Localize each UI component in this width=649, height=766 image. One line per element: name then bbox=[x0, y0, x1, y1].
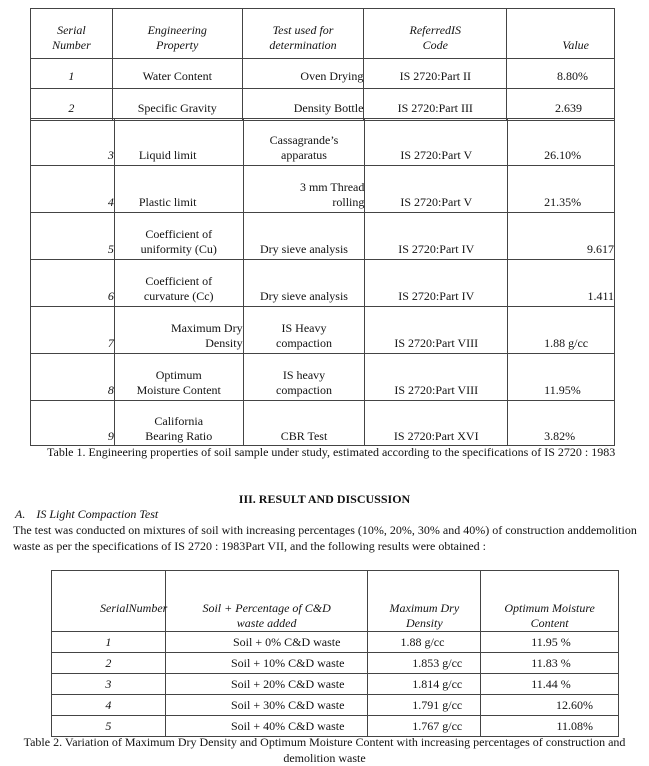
header-referred-code: ReferredIS Code bbox=[364, 9, 507, 59]
header-engineering-property: Engineering Property bbox=[112, 9, 242, 59]
engineering-properties-table-lower bbox=[30, 118, 615, 446]
subsection-letter: A. bbox=[15, 507, 26, 521]
engineering-properties-table bbox=[30, 8, 615, 121]
table-row: 8 Optimum Moisture Content IS heavy compaction IS 2720:Part VIII 11.95% bbox=[31, 354, 615, 401]
paragraph-line: waste as per the specifications of IS 2720 : 1983Part VII, and the following results were obtained : bbox=[13, 539, 486, 553]
table-row: 7 Maximum Dry Density IS Heavy compaction IS 2720:Part VIII 1.88 g/cc bbox=[31, 307, 615, 354]
header-test-used: Test used for determination bbox=[242, 9, 364, 59]
header-serial-number: SerialNumber bbox=[52, 571, 166, 632]
table-row: 2 Soil + 10% C&D waste 1.853 g/cc 11.83 % bbox=[52, 653, 619, 674]
table-row: 3 Liquid limit Cassagrande’s apparatus IS 2720:Part V 26.10% bbox=[31, 119, 615, 166]
table-row: 4 Plastic limit 3 mm Thread rolling IS 2720:Part V 21.35% bbox=[31, 166, 615, 213]
body-paragraph bbox=[13, 522, 637, 554]
subsection-heading bbox=[15, 507, 158, 522]
header-optimum-moisture: Optimum Moisture Content bbox=[481, 571, 619, 632]
header-max-dry-density: Maximum Dry Density bbox=[368, 571, 481, 632]
table-row: 6 Coefficient of curvature (Cc) Dry sieve analysis IS 2720:Part IV 1.411 bbox=[31, 260, 615, 307]
table-row: 5 Coefficient of uniformity (Cu) Dry sieve analysis IS 2720:Part IV 9.617 bbox=[31, 213, 615, 260]
paragraph-line: The test was conducted on mixtures of soil with increasing percentages (10%, 20%, 30% and 40%) of construction anddemolition bbox=[13, 523, 637, 537]
table-row: 5 Soil + 40% C&D waste 1.767 g/cc 11.08% bbox=[52, 716, 619, 737]
header-soil-mix: Soil + Percentage of C&D waste added bbox=[165, 571, 368, 632]
compaction-results-table bbox=[51, 570, 619, 737]
table1-caption: Table 1. Engineering properties of soil sample under study, estimated according to the specifications of IS 2720 : 1983 bbox=[47, 445, 616, 459]
table-header-row bbox=[52, 571, 619, 632]
caption-line: Table 2. Variation of Maximum Dry Density and Optimum Moisture Content with increasing percentages of construction and bbox=[23, 735, 626, 749]
table-row: 1 Soil + 0% C&D waste 1.88 g/cc 11.95 % bbox=[52, 632, 619, 653]
caption-line: demolition waste bbox=[283, 751, 366, 765]
subsection-title: IS Light Compaction Test bbox=[36, 507, 159, 521]
header-serial-number: Serial Number bbox=[31, 9, 113, 59]
table-row: 9 California Bearing Ratio CBR Test IS 2720:Part XVI 3.82% bbox=[31, 401, 615, 446]
header-value: Value bbox=[507, 9, 615, 59]
table-row: 4 Soil + 30% C&D waste 1.791 g/cc 12.60% bbox=[52, 695, 619, 716]
table-row: 3 Soil + 20% C&D waste 1.814 g/cc 11.44 % bbox=[52, 674, 619, 695]
table-header-row bbox=[31, 9, 615, 59]
section-heading: III. RESULT AND DISCUSSION bbox=[238, 492, 411, 506]
table2-caption bbox=[0, 734, 649, 766]
table-row: 2 Specific Gravity Density Bottle IS 2720:Part III 2.639 bbox=[31, 89, 615, 121]
table-row: 1 Water Content Oven Drying IS 2720:Part II 8.80% bbox=[31, 59, 615, 89]
